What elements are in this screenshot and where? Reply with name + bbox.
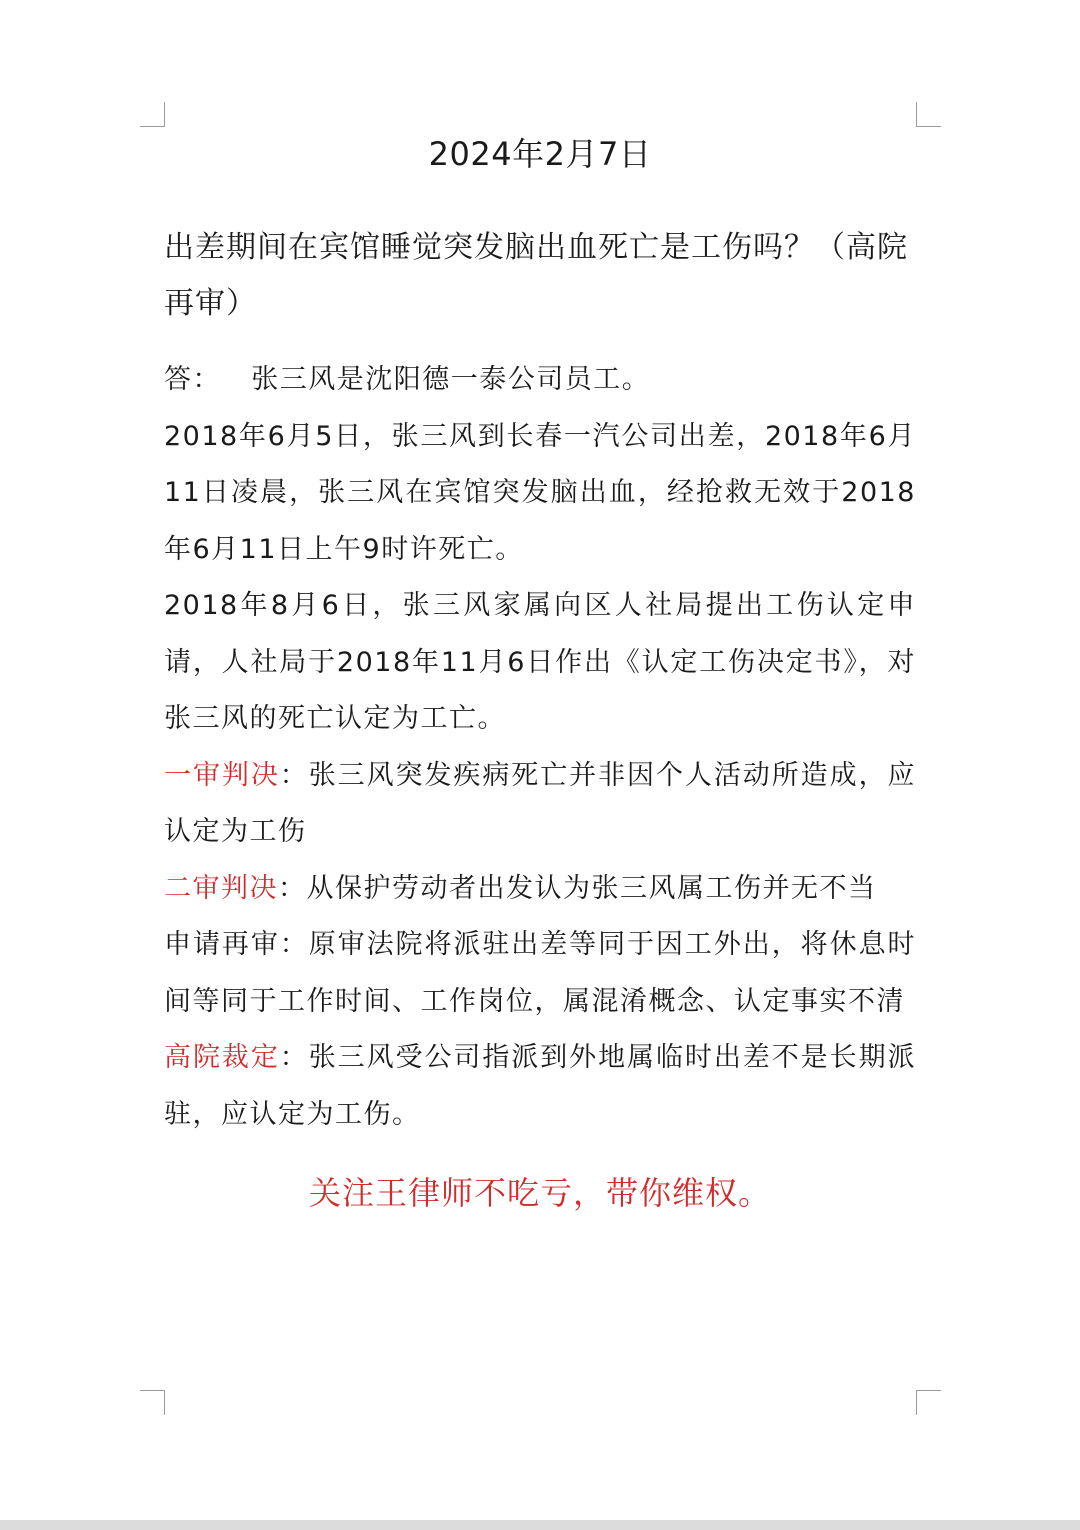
application-paragraph: 2018年8月6日，张三风家属向区人社局提出工伤认定申请，人社局于2018年11月6日作出《认定工伤决定书》，对张三风的死亡认定为工亡。 bbox=[164, 590, 916, 734]
answer-paragraph bbox=[164, 352, 916, 409]
high-court-text: ：张三风受公司指派到外地属临时出差不是长期派驻，应认定为工伤。 bbox=[164, 1042, 917, 1130]
high-court-label: 高院裁定 bbox=[164, 1042, 280, 1073]
closing-line: 关注王律师不吃亏，带你维权。 bbox=[308, 1174, 771, 1212]
second-trial-paragraph bbox=[164, 861, 916, 918]
crop-mark-top-right bbox=[916, 102, 941, 127]
crop-mark-top-left bbox=[140, 102, 165, 127]
retrial-text: ：原审法院将派驻出差等同于因工外出，将休息时间等同于工作时间、工作岗位，属混淆概念、认定事实不清 bbox=[164, 929, 917, 1017]
first-trial-text: ：张三风突发疾病死亡并非因个人活动所造成，应认定为工伤 bbox=[164, 759, 917, 847]
retrial-label: 申请再审 bbox=[164, 929, 280, 960]
document-content bbox=[164, 126, 916, 1221]
second-trial-text: ：从保护劳动者出发认为张三风属工伤并无不当 bbox=[278, 872, 877, 904]
document-title: 出差期间在宾馆睡觉突发脑出血死亡是工伤吗？（高院再审） bbox=[164, 230, 908, 321]
high-court-paragraph bbox=[164, 1030, 916, 1143]
first-trial-label: 一审判决 bbox=[164, 759, 280, 791]
crop-mark-bottom-right bbox=[916, 1390, 941, 1415]
crop-mark-bottom-left bbox=[140, 1390, 165, 1415]
document-date: 2024年2月7日 bbox=[428, 135, 652, 173]
first-trial-paragraph bbox=[164, 748, 916, 861]
bottom-scrollbar[interactable] bbox=[0, 1520, 1080, 1530]
answer-text: 张三风是沈阳德一泰公司员工。 bbox=[251, 364, 651, 395]
answer-label: 答： bbox=[164, 364, 221, 395]
timeline-paragraph: 2018年6月5日，张三风到长春一汽公司出差，2018年6月11日凌晨，张三风在宾馆突发脑出血，经抢救无效于2018年6月11日上午9时许死亡。 bbox=[164, 420, 916, 565]
retrial-paragraph bbox=[164, 917, 916, 1030]
second-trial-label: 二审判决 bbox=[164, 872, 278, 904]
